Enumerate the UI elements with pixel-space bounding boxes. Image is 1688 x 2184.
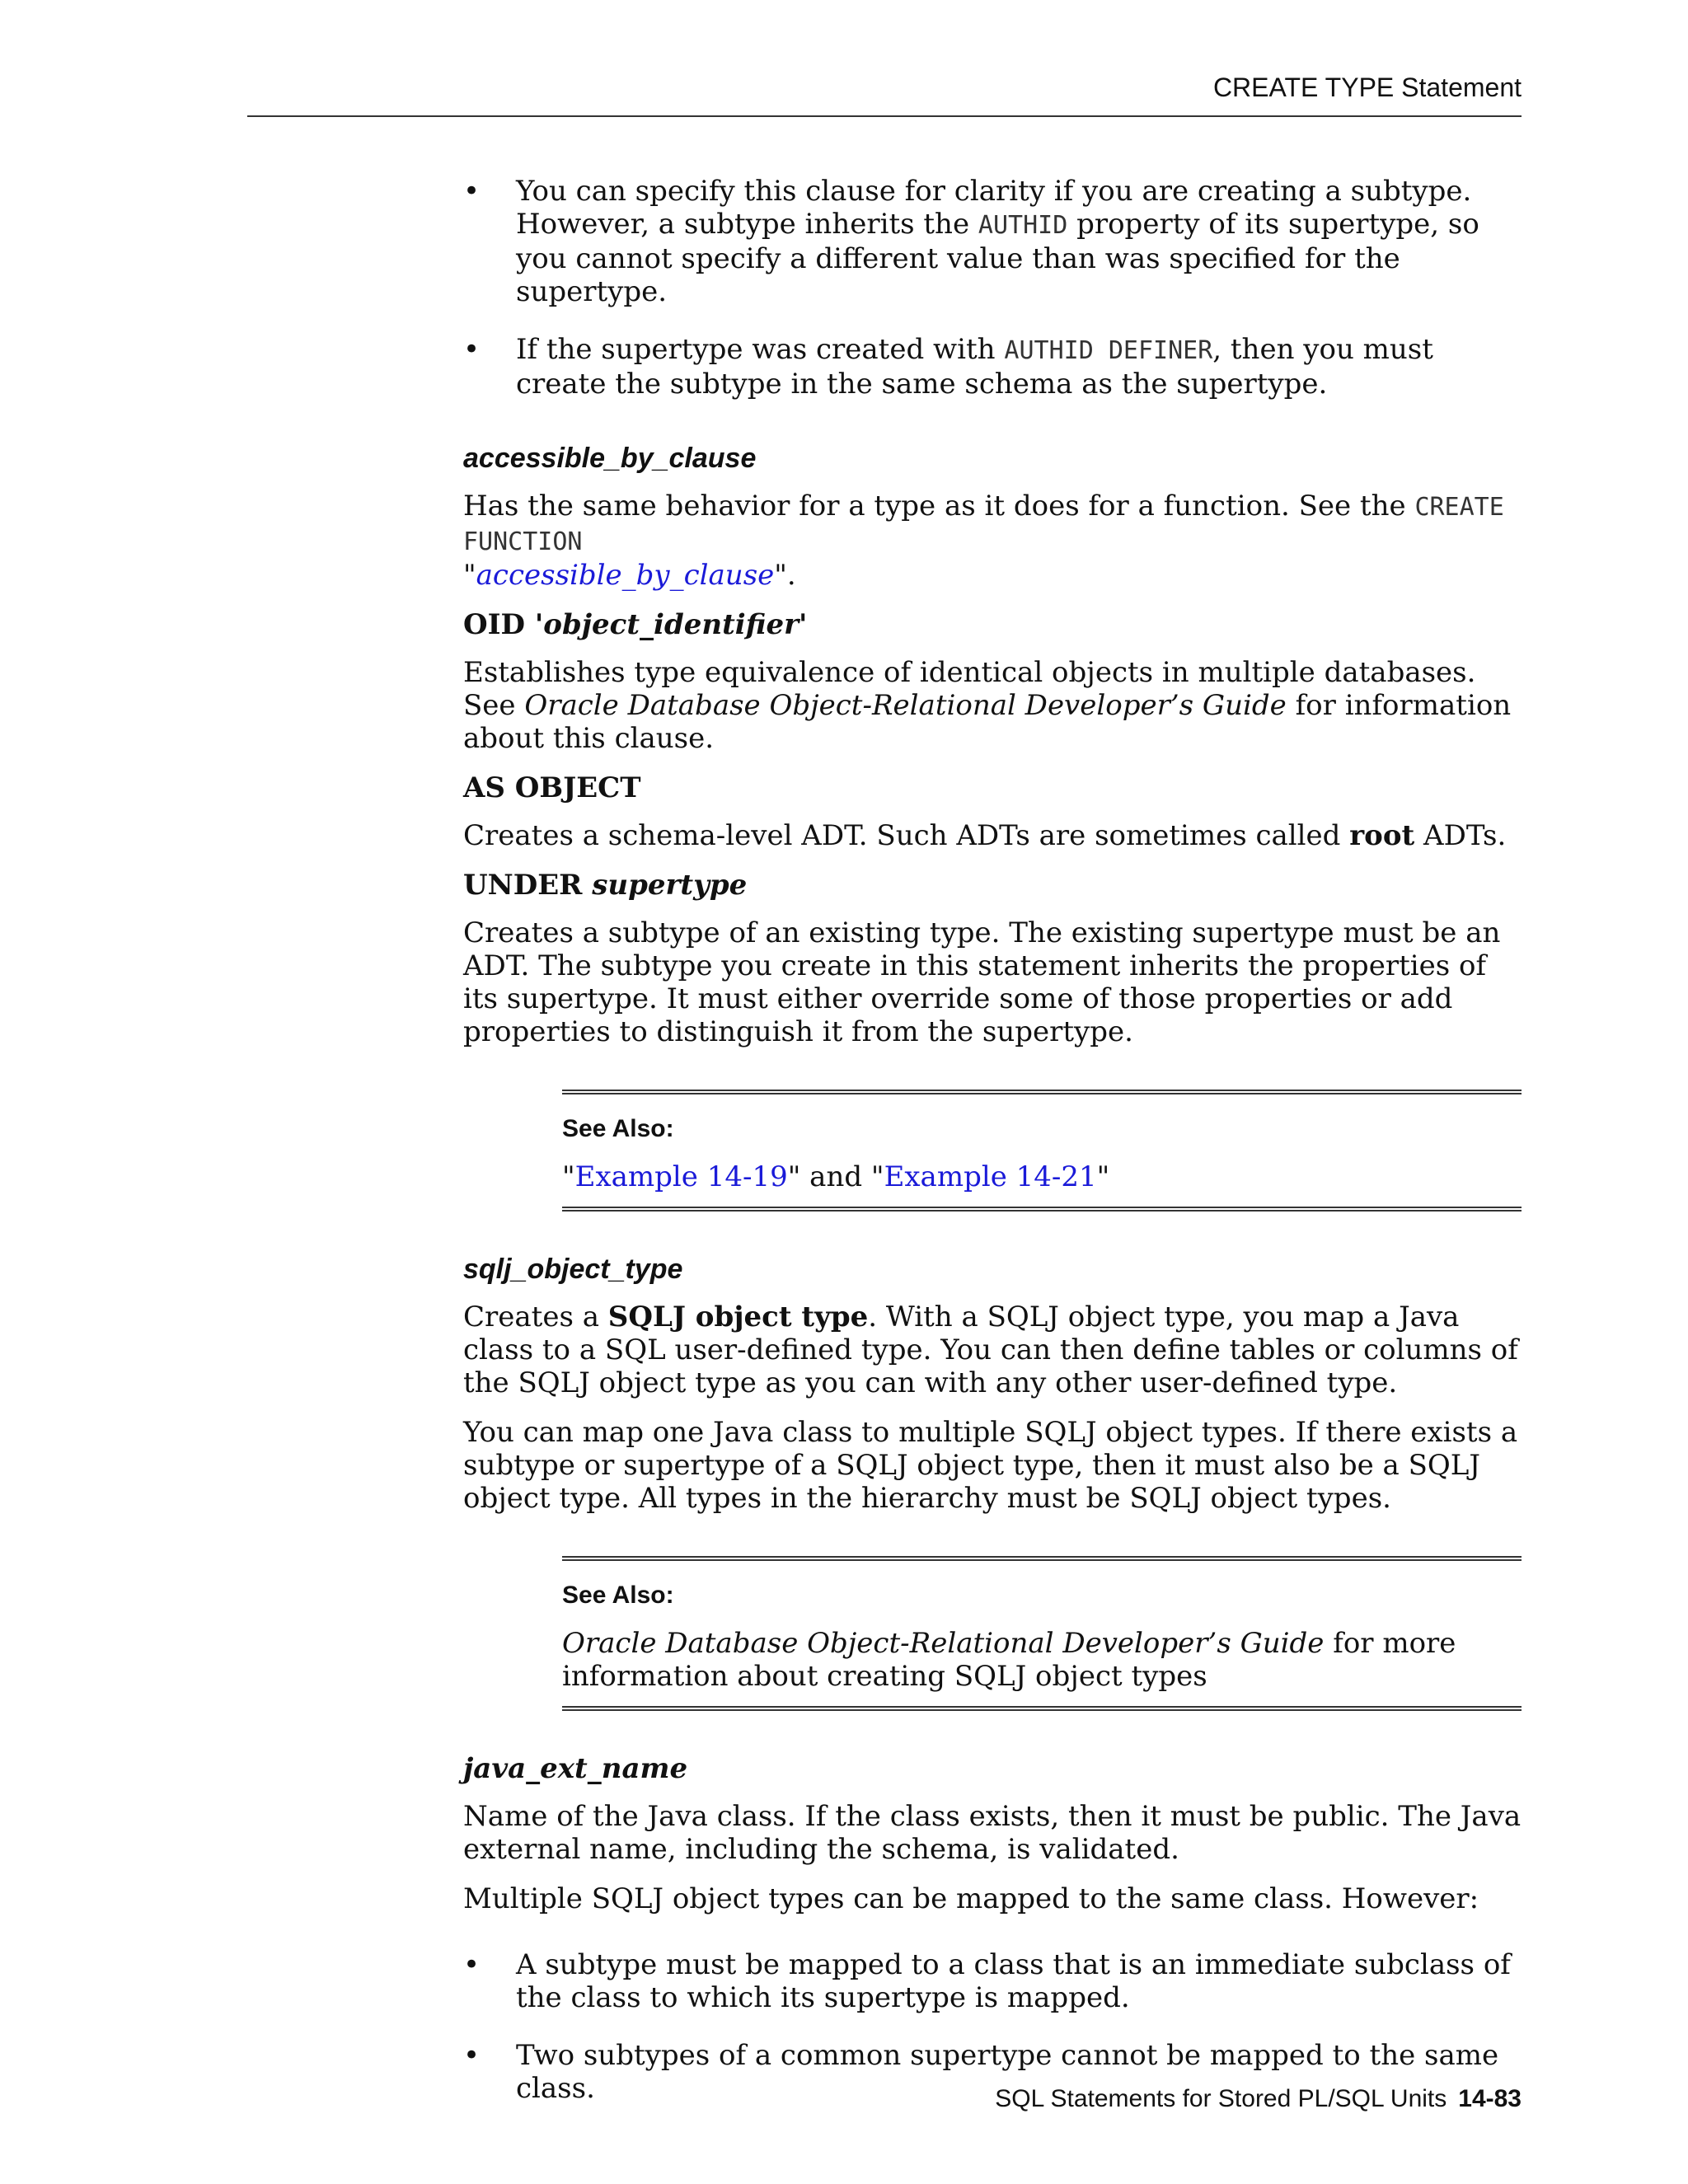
heading-as-object: AS OBJECT [463, 771, 641, 804]
running-header: CREATE TYPE Statement [1212, 73, 1522, 102]
see-also-box [562, 1090, 1522, 1212]
code-create-function: CREATE FUNCTION [463, 493, 1504, 556]
heading-java-ext-name: java_ext_name [463, 1752, 688, 1785]
page-number: 14-83 [1458, 2085, 1522, 2112]
link-example-14-19[interactable]: Example 14-19 [574, 1160, 788, 1193]
book-title: Oracle Database Object-Relational Developer’s Guide [562, 1627, 1325, 1660]
paragraph-java-ext-1: Name of the Java class. If the class exists, then it must be public. The Java external name, including the schema, is validated. [463, 1800, 1522, 1866]
link-example-14-21[interactable]: Example 14-21 [884, 1160, 1097, 1193]
see-also-box [562, 1556, 1522, 1711]
see-also-text: "Example 14-19" and "Example 14-21" [562, 1160, 1110, 1193]
heading-oid: OID 'object_identifier' [463, 608, 808, 641]
paragraph-accessible-by: Has the same behavior for a type as it does for a function. See the CREATE FUNCTION "accessible_by_clause". [463, 490, 1504, 592]
list-item: • A subtype must be mapped to a class that is an immediate subclass of the class to which its supertype is mapped. [463, 1948, 1511, 2014]
heading-sqlj-object-type: sqlj_object_type [463, 1254, 683, 1285]
heading-under-supertype: UNDER supertype [463, 869, 748, 902]
main-content [463, 175, 1522, 2130]
paragraph-sqlj-2: You can map one Java class to multiple SQLJ object types. If there exists a subtype or supertype of a SQLJ object type, then it must also be a SQLJ object type. All types in the hierarchy must be SQLJ object types. [463, 1416, 1518, 1515]
bullet-icon: • [463, 175, 481, 208]
footer-text: SQL Statements for Stored PL/SQL Units [995, 2085, 1447, 2112]
see-also-text: Oracle Database Object-Relational Developer’s Guide for more information about creating SQLJ object types [562, 1627, 1456, 1693]
code-authid-definer: AUTHID DEFINER [1004, 336, 1213, 365]
paragraph-as-object: Creates a schema-level ADT. Such ADTs are sometimes called root ADTs. [463, 819, 1507, 852]
list-item: • If the supertype was created with AUTHID DEFINER, then you must create the subtype in the same schema as the supertype. [463, 333, 1433, 401]
bottom-bullet-list [463, 1948, 1522, 2105]
running-footer [995, 2085, 1522, 2113]
list-item: • Two subtypes of a common supertype cannot be mapped to the same class. [463, 2039, 1499, 2105]
paragraph-java-ext-2: Multiple SQLJ object types can be mapped to the same class. However: [463, 1882, 1479, 1915]
bullet-icon: • [463, 1948, 481, 1981]
heading-accessible-by-clause: accessible_by_clause [463, 443, 757, 474]
paragraph-oid: Establishes type equivalence of identical objects in multiple databases. See Oracle Database Object-Relational Developer’s Guide for information about this clause. [463, 656, 1512, 755]
bullet-icon: • [463, 2039, 481, 2072]
paragraph-under: Creates a subtype of an existing type. The existing supertype must be an ADT. The subtype you create in this statement inherits the properties of its supertype. It must either override some of those properties or add properties to distinguish it from the supertype. [463, 916, 1501, 1048]
top-bullet-list [463, 175, 1522, 401]
see-also-title: See Also: [562, 1115, 674, 1142]
paragraph-sqlj-1: Creates a SQLJ object type. With a SQLJ object type, you map a Java class to a SQL user-defined type. You can then define tables or columns of the SQLJ object type as you can with any other user-defined type. [463, 1301, 1518, 1399]
see-also-title: See Also: [562, 1582, 674, 1609]
book-title: Oracle Database Object-Relational Developer’s Guide [524, 689, 1287, 722]
bullet-icon: • [463, 333, 481, 366]
list-item: • You can specify this clause for clarity if you are creating a subtype. However, a subtype inherits the AUTHID property of its supertype, so you cannot specify a different value than was specified for the supertype. [463, 175, 1479, 308]
code-authid: AUTHID [978, 211, 1068, 240]
header-rule [247, 115, 1522, 117]
link-accessible-by-clause[interactable]: accessible_by_clause [476, 559, 775, 592]
